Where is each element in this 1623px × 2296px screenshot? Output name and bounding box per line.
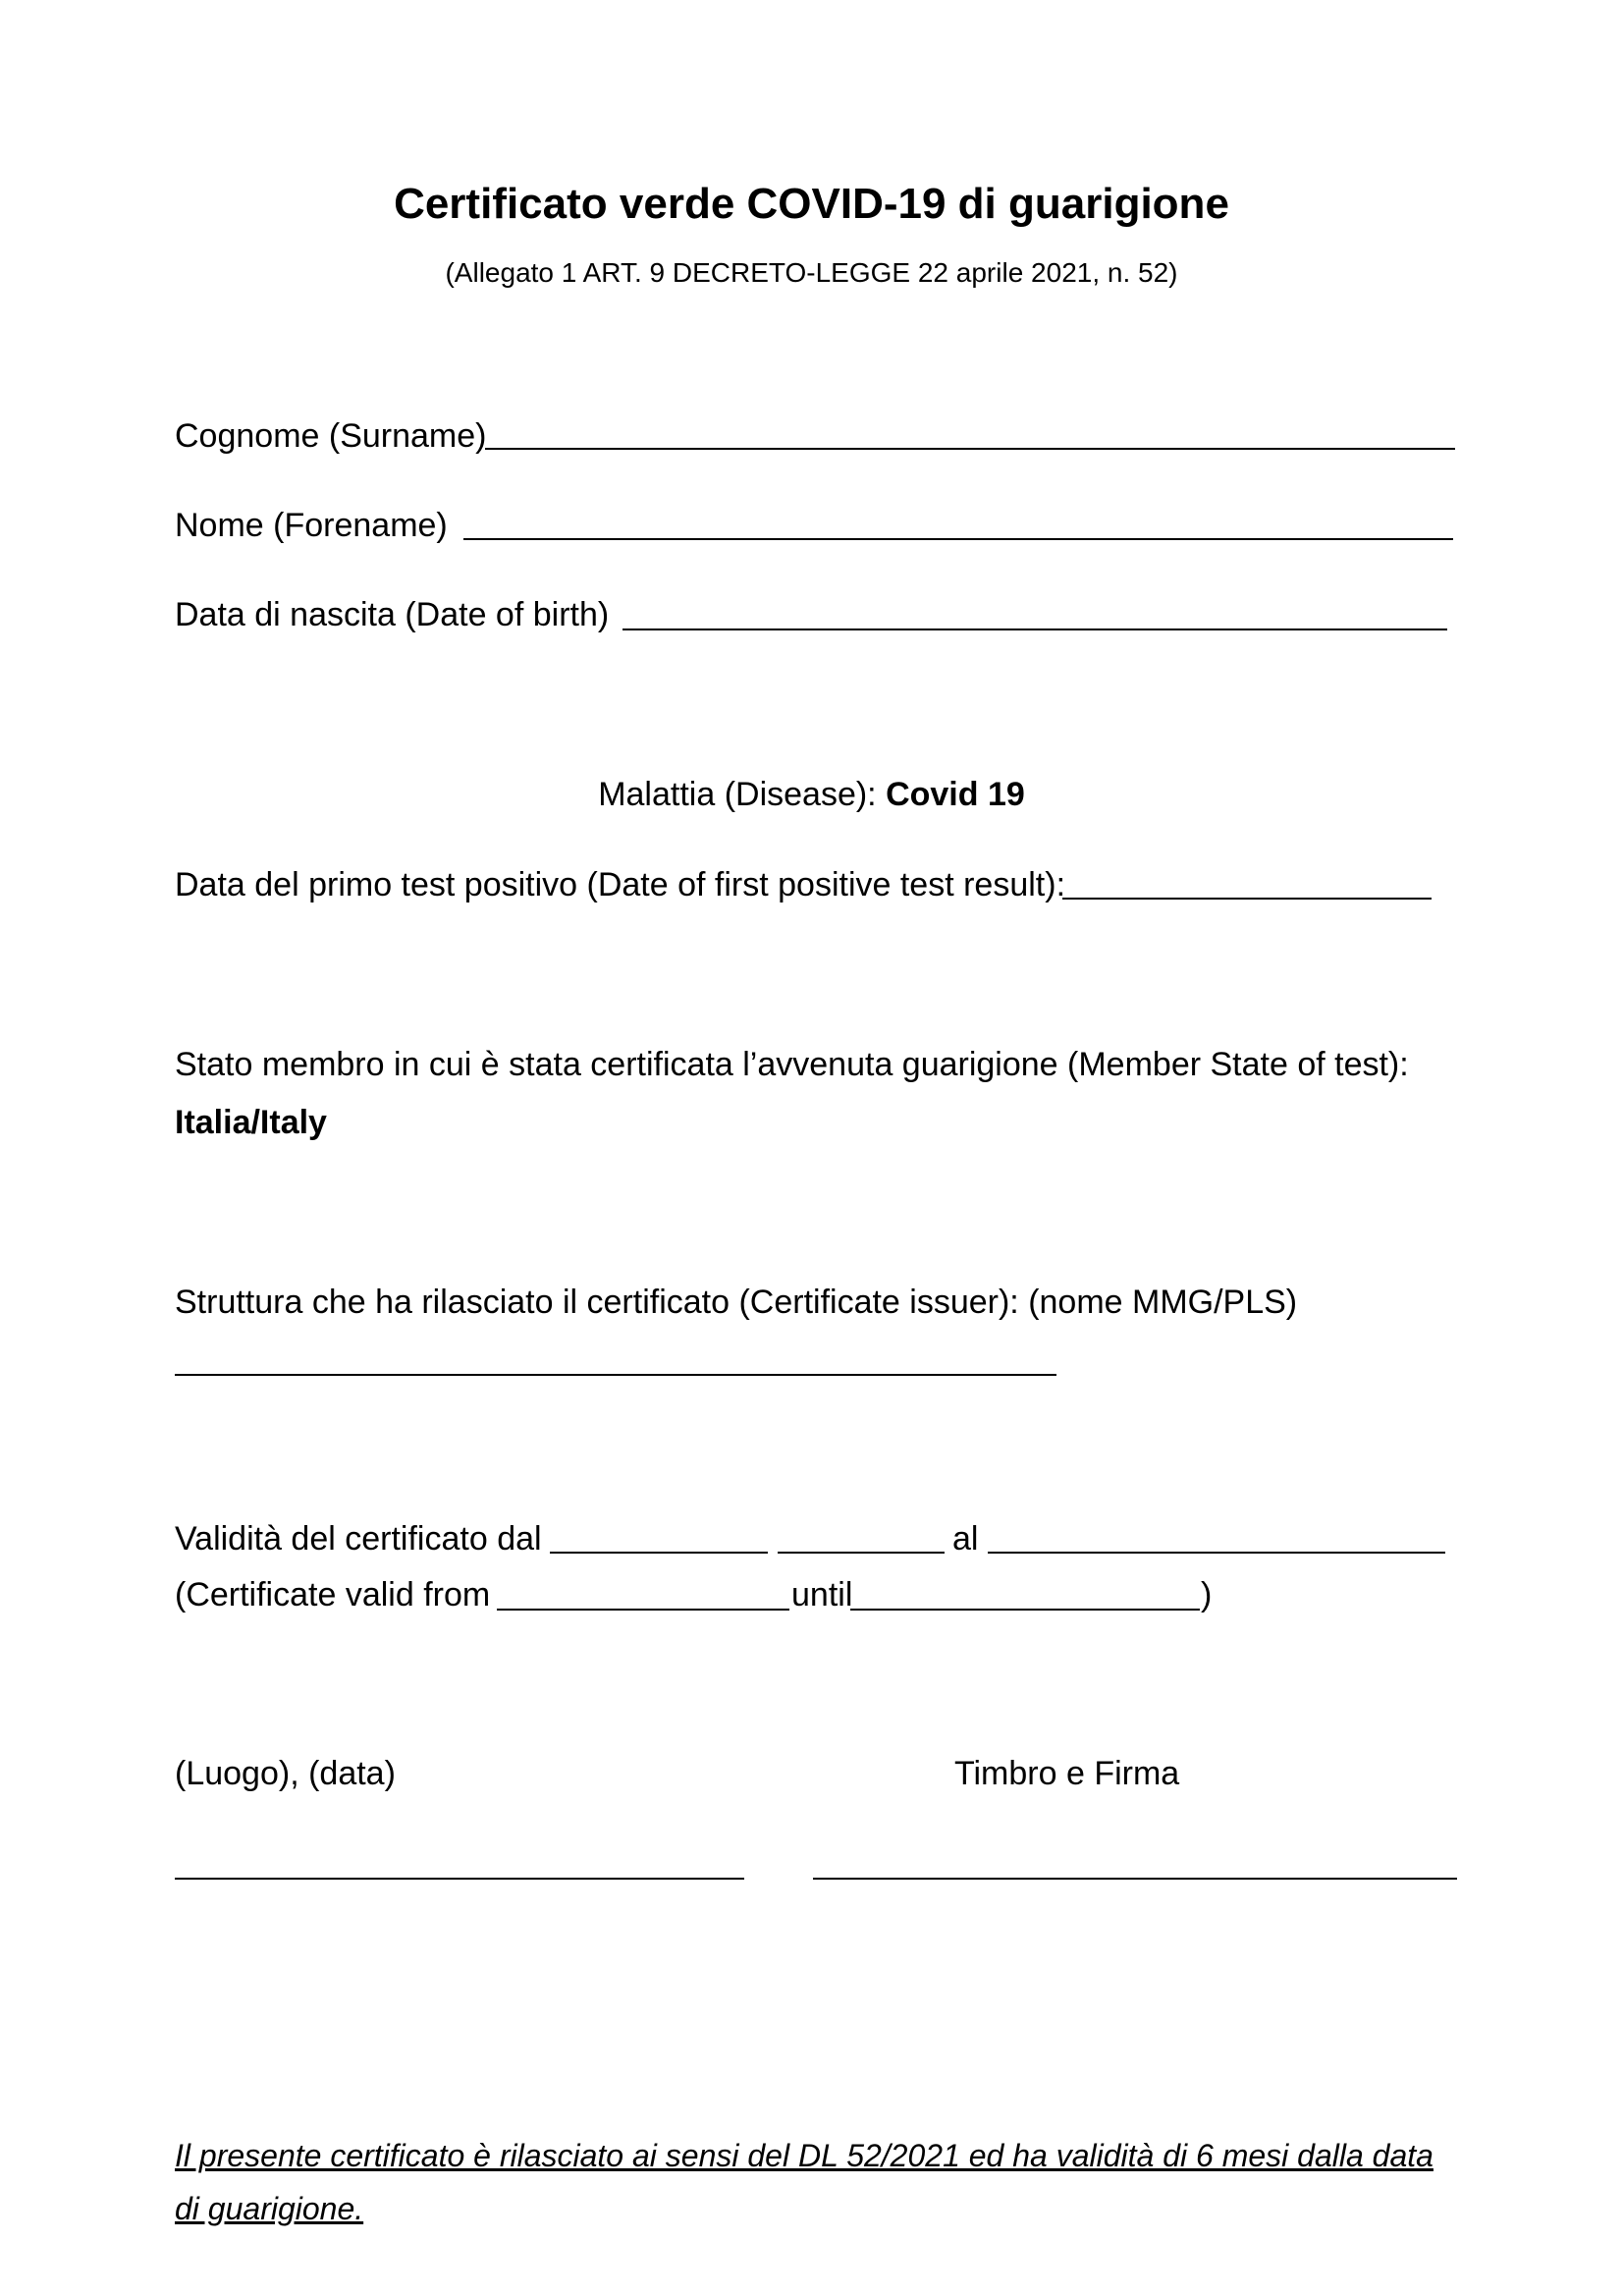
disease-value: Covid 19 — [886, 776, 1025, 813]
surname-label: Cognome (Surname) — [175, 417, 487, 455]
place-date-line[interactable] — [175, 1878, 744, 1880]
validity-from-date-line-2[interactable] — [778, 1552, 945, 1554]
first-positive-label: Data del primo test positivo (Date of first positive test result): — [175, 866, 1066, 903]
valid-until-en-line[interactable] — [850, 1609, 1200, 1611]
valid-until-en-label: until — [791, 1576, 853, 1613]
valid-from-en-label: (Certificate valid from — [175, 1576, 491, 1613]
validity-to-date-line[interactable] — [988, 1552, 1445, 1554]
dob-field-line[interactable] — [622, 629, 1447, 630]
forename-label: Nome (Forename) — [175, 507, 448, 544]
surname-field-line[interactable] — [485, 448, 1455, 450]
place-date-label: (Luogo), (data) — [175, 1755, 396, 1792]
validity-from-label: Validità del certificato dal — [175, 1520, 542, 1558]
issuer-field-line[interactable] — [175, 1374, 1056, 1376]
first-positive-field-line[interactable] — [1062, 898, 1432, 900]
issuer-label: Struttura che ha rilasciato il certificato (Certificate issuer): (nome MMG/PLS) — [175, 1284, 1298, 1321]
page-subtitle: (Allegato 1 ART. 9 DECRETO-LEGGE 22 aprile 2021, n. 52) — [445, 257, 1178, 288]
member-state-value: Italia/Italy — [175, 1104, 327, 1141]
valid-from-en-line[interactable] — [497, 1609, 789, 1611]
validity-to-label: al — [952, 1520, 979, 1558]
stamp-sign-label: Timbro e Firma — [954, 1755, 1180, 1792]
valid-close-paren: ) — [1201, 1576, 1213, 1613]
footer-note: Il presente certificato è rilasciato ai sensi del DL 52/2021 ed ha validità di 6 mesi dalla data di guarigione. — [175, 2138, 1434, 2226]
disease-row — [0, 775, 1623, 814]
member-state-label: Stato membro in cui è stata certificata l’avvenuta guarigione (Member State of test): — [175, 1046, 1409, 1083]
validity-from-date-line[interactable] — [550, 1552, 768, 1554]
dob-label: Data di nascita (Date of birth) — [175, 596, 610, 633]
page-title: Certificato verde COVID-19 di guarigione — [394, 180, 1229, 228]
disease-label: Malattia (Disease): — [598, 776, 887, 813]
signature-line[interactable] — [813, 1878, 1457, 1880]
forename-field-line[interactable] — [463, 538, 1453, 540]
